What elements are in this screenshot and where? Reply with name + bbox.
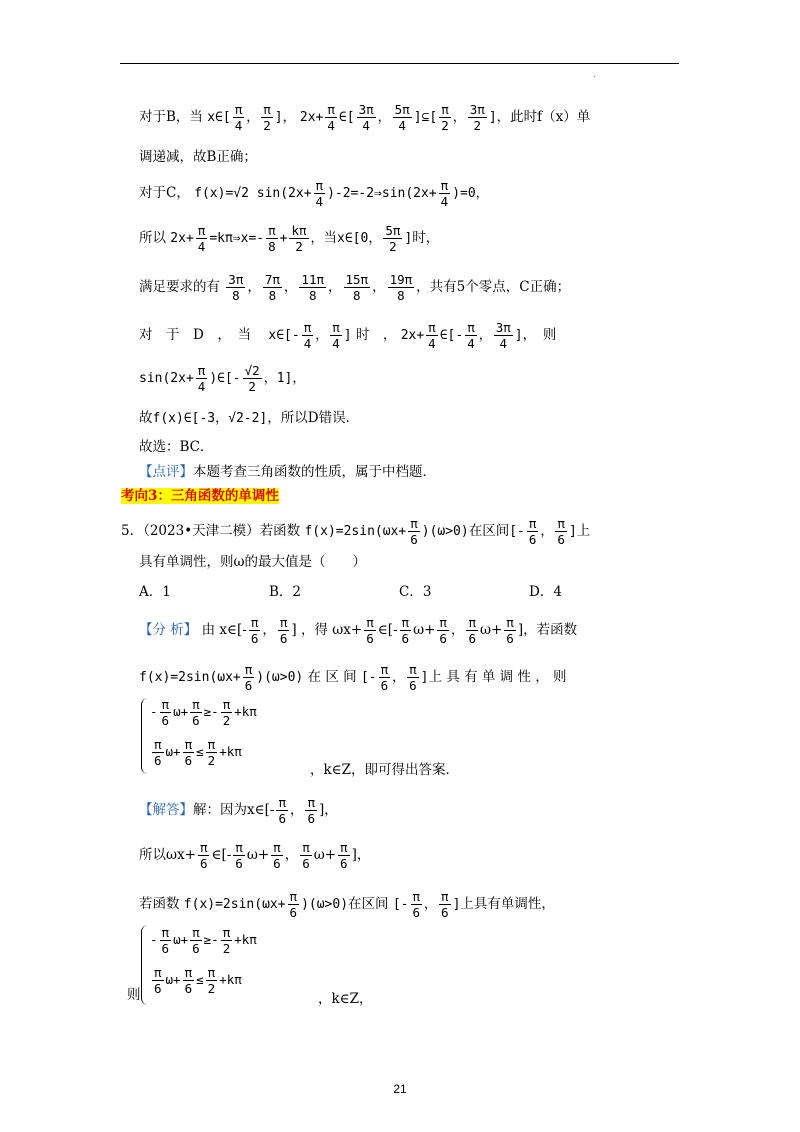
analysis-ineq-1: - $\frac{\pi}{6}$ ω+ $\frac{\pi}{6}$ ≥- $\frac{\pi}{2}$ +kπ <box>150 697 257 728</box>
line-b: 对于B，当 x∈[ $\frac{\pi}{4}$ ， $\frac{\pi}{2}$ ]， 2x+ $\frac{\pi}{4}$ ∈[ $\frac{3\pi}{4}$ ， $\frac{5\pi}{4}$ ]⊆[ $\frac{\pi}{2}$ ， $\frac{3\pi}{2}$ ]，此时f（x）单 <box>139 102 591 133</box>
header-mark: . <box>593 70 596 79</box>
analysis-line-2: f(x)=2sin(ωx+ $\frac{\pi}{6}$ )(ω>0) 在 区 间 [- $\frac{\pi}{6}$ ， $\frac{\pi}{6}$ ]上 具 有 单 调 性 ， 则 <box>139 662 567 693</box>
answer-line-3: 若函数 f(x)=2sin(ωx+ $\frac{\pi}{6}$ )(ω>0)在区间 [- $\frac{\pi}{6}$ ， $\frac{\pi}{6}$ ]上具有单调性， <box>139 889 555 920</box>
comment-line: 【点评】本题考查三角函数的性质，属于中档题． <box>139 464 436 480</box>
q5-stem-cont: 具有单调性，则ω的最大值是（ ） <box>139 554 367 570</box>
line-d-sin: sin(2x+ $\frac{\pi}{4}$ )∈[- $\frac{√2}{2}$ ，1]， <box>139 363 306 394</box>
choice-line: 故选：BC． <box>139 439 214 455</box>
analysis-ineq-2: $\frac{\pi}{6}$ ω+ $\frac{\pi}{6}$ ≤ $\frac{\pi}{2}$ +kπ <box>154 737 242 768</box>
header-rule <box>120 63 679 64</box>
line-c-list: 满足要求的有 $\frac{3\pi}{8}$ ， $\frac{7\pi}{8}$ ， $\frac{11\pi}{8}$ ， $\frac{15\pi}{8}$ ， $\frac{19\pi}{8}$ ，共有5个零点，C正确； <box>139 272 571 303</box>
option-b[interactable]: B．2 <box>269 584 302 600</box>
option-d[interactable]: D．4 <box>529 584 562 600</box>
q5-stem: 5．（2023•天津二模）若函数 f(x)=2sin(ωx+ $\frac{\pi}{6}$ )(ω>0)在区间[- $\frac{\pi}{6}$ ， $\frac{\pi}{6}$ ]上 <box>121 516 591 547</box>
line-b-cont: 调递减，故B正确； <box>139 149 257 165</box>
answer-line-1: 【解答】解：因为x∈[- $\frac{\pi}{6}$ ， $\frac{\pi}{6}$ ]， <box>139 795 338 826</box>
answer-kz: ，k∈Z， <box>318 991 373 1007</box>
line-d-result: 故f(x)∈[-3，√2-2]，所以D错误． <box>139 410 360 426</box>
section-title: 考向3：三角函数的单调性 <box>121 488 279 504</box>
analysis-line-3: ，k∈Z，即可得出答案． <box>310 762 460 778</box>
option-a[interactable]: A．1 <box>139 584 171 600</box>
analysis-line-1: 【分 析】 由 x∈[- $\frac{\pi}{6}$ ， $\frac{\pi}{6}$ ] ，得 ωx+ $\frac{\pi}{6}$ ∈[- $\frac{\pi}{6}$ ω+ $\frac{\pi}{6}$ ， $\frac{\pi}{6}$ ω+ $\frac{\pi}{6}$ ]，若函数 <box>139 615 578 646</box>
q5-options <box>139 580 659 600</box>
line-d: 对 于 D ， 当 x∈[- $\frac{\pi}{4}$ ， $\frac{\pi}{4}$ ] 时 ， 2x+ $\frac{\pi}{4}$ ∈[- $\frac{\pi}{4}$ ， $\frac{3\pi}{4}$ ]， 则 <box>139 320 557 351</box>
answer-then: 则 <box>127 987 141 1003</box>
analysis-brace <box>141 698 148 774</box>
option-c[interactable]: C．3 <box>399 584 432 600</box>
answer-line-2: 所以ωx+ $\frac{\pi}{6}$ ∈[- $\frac{\pi}{6}$ ω+ $\frac{\pi}{6}$ ， $\frac{\pi}{6}$ ω+ $\frac{\pi}{6}$ ]， <box>139 840 371 871</box>
line-c-zeros: 所以 2x+ $\frac{\pi}{4}$ =kπ⇒x=- $\frac{\pi}{8}$ + $\frac{k\pi}{2}$ ，当x∈[0， $\frac{5\pi}{2}$ ]时， <box>139 223 440 254</box>
line-c: 对于C， f(x)=√2 sin(2x+ $\frac{\pi}{4}$ )-2=-2⇒sin(2x+ $\frac{\pi}{4}$ )=0， <box>139 178 489 209</box>
answer-ineq-2: $\frac{\pi}{6}$ ω+ $\frac{\pi}{6}$ ≤ $\frac{\pi}{2}$ +kπ <box>154 965 242 996</box>
page-number: 21 <box>393 1082 407 1096</box>
answer-ineq-1: - $\frac{\pi}{6}$ ω+ $\frac{\pi}{6}$ ≥- $\frac{\pi}{2}$ +kπ <box>150 925 257 956</box>
